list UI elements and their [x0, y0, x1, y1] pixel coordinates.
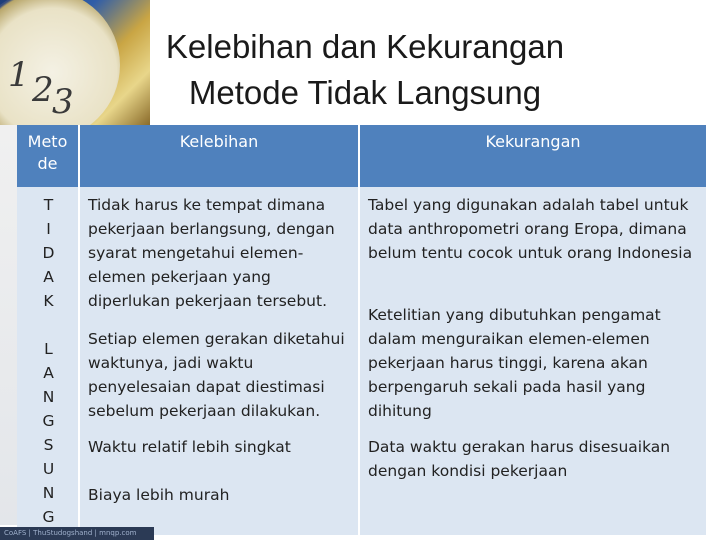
letter: N: [42, 388, 55, 406]
letter: I: [46, 220, 51, 238]
letter: A: [43, 268, 54, 286]
header-pros: Kelebihan: [79, 125, 359, 187]
pros-item: Waktu relatif lebih singkat: [88, 438, 291, 456]
footer-caption: CoAFS | ThuStudogshand | mnqp.com: [0, 527, 154, 540]
title-line-2: Metode Tidak Langsung: [188, 74, 542, 111]
cons-item: Ketelitian yang dibutuhkan pengamat dalam menguraikan elemen-elemen pekerjaan harus tinggi, karena akan berpengaruh sekali pada hasil yang dihitung: [368, 306, 661, 420]
header-cons: Kekurangan: [359, 125, 706, 187]
clock-numeral-decor: 1: [8, 55, 30, 95]
pros-item: Setiap elemen gerakan diketahui waktunya, jadi waktu penyelesaian dapat diestimasi sebelum pekerjaan dilakukan.: [88, 330, 345, 420]
letter: S: [43, 436, 54, 454]
pros-item: Tidak harus ke tempat dimana pekerjaan berlangsung, dengan syarat mengetahui elemen-elemen pekerjaan yang diperlukan pekerjaan tersebut.: [88, 196, 335, 310]
letter: G: [42, 412, 55, 430]
cons-cell: [359, 187, 706, 535]
pros-item: Biaya lebih murah: [88, 486, 230, 504]
table-header-row: [17, 125, 706, 187]
clock-numeral-decor: 2: [32, 70, 54, 110]
letter: L: [44, 340, 53, 358]
letter: N: [42, 484, 55, 502]
method-langsung: [25, 337, 72, 529]
clock-numeral-decor: 3: [52, 82, 74, 122]
clock-image: [0, 0, 150, 125]
cons-item: Tabel yang digunakan adalah tabel untuk data anthropometri orang Eropa, dimana belum tentu cocok untuk orang Indonesia: [368, 196, 693, 262]
page-title: [130, 24, 600, 116]
letter: K: [43, 292, 54, 310]
cons-item: Data waktu gerakan harus disesuaikan dengan kondisi pekerjaan: [368, 438, 671, 480]
letter: D: [42, 244, 55, 262]
method-cell: [17, 187, 79, 535]
letter: U: [42, 460, 55, 478]
pros-cell: [79, 187, 359, 535]
letter: T: [43, 196, 54, 214]
comparison-table: [17, 125, 706, 535]
letter: A: [43, 364, 54, 382]
table-row: [17, 187, 706, 535]
method-tidak: [25, 193, 72, 313]
header-method: Meto de: [17, 125, 79, 187]
title-line-1: Kelebihan dan Kekurangan: [165, 28, 565, 65]
letter: G: [42, 508, 55, 526]
